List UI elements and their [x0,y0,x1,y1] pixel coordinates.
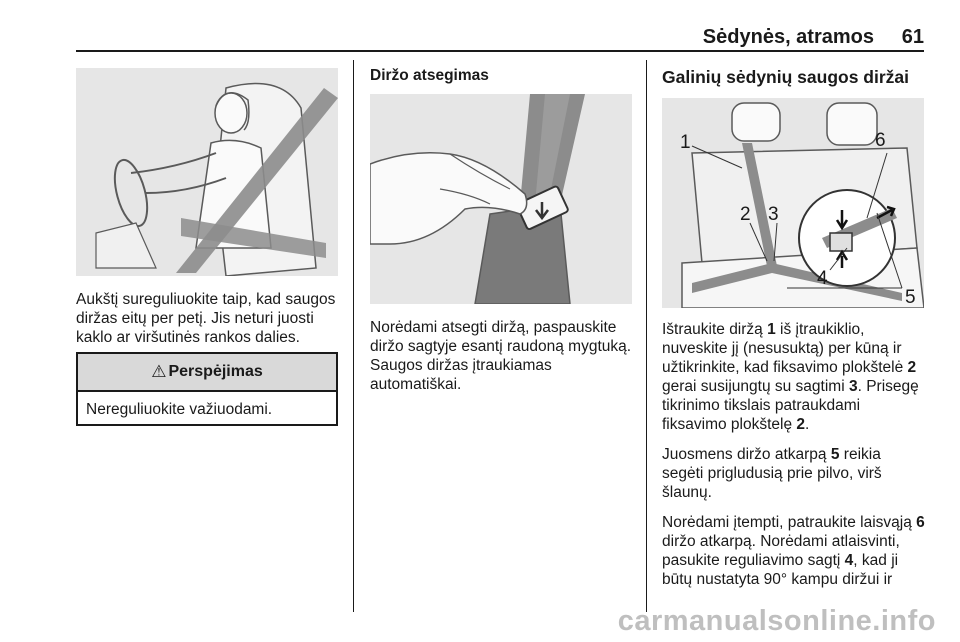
rear-belts-instructions [662,320,926,600]
callout-3: 3 [768,204,779,225]
warning-header [78,354,336,392]
column-divider-right [646,60,647,612]
rear-belts-heading: Galinių sėdynių saugos diržai [662,67,909,87]
callout-4: 4 [817,268,828,289]
instruction-paragraph-1: Ištraukite diržą 1 iš įtraukiklio, nuveskite jį (nesusuktą) per kūną ir užtikrinkite, kad fiksavimo plokštelė 2 gerai susijungtų su sagtimi 3. Prisegę tikrinimo tikslais patraukdami fiksavimo plokštelę 2. [662,321,919,433]
seat-belt-height-caption: Aukštį sureguliuokite taip, kad saugos diržas eitų per petį. Jis neturi juosti kaklo ar viršutinės rankos dalies. [76,291,336,346]
rear-seat-belt-diagram [662,98,924,308]
page-number: 61 [901,26,924,48]
instruction-paragraph-2: Juosmens diržo atkarpą 5 reikia segėti prigludusią prie pilvo, virš šlaunų. [662,446,882,501]
unbuckle-instructions: Norėdami atsegti diržą, paspauskite diržo sagtyje esantį raudoną mygtuką. Saugos diržas įtraukiamas automatiškai. [370,319,632,393]
callout-2: 2 [740,204,751,225]
callout-1: 1 [680,132,691,153]
warning-triangle-icon: ⚠ [151,362,167,381]
section-title: Sėdynės, atramos [702,26,874,48]
watermark: carmanualsonline.info [617,605,936,637]
column-divider-left [353,60,354,612]
warning-title: Perspėjimas [168,363,263,380]
page-header [76,26,924,48]
header-rule [76,50,924,52]
unbuckle-heading: Diržo atsegimas [370,67,489,84]
unbuckle-illustration [370,94,632,304]
callout-6: 6 [875,130,886,151]
warning-text: Nereguliuokite važiuodami. [86,401,273,418]
instruction-paragraph-3: Norėdami įtempti, patraukite laisvąją 6 diržo atkarpą. Norėdami atlaisvinti, pasukite reguliavimo sagtį 4, kad ji būtų nustatyta 90° kampu diržui ir [662,514,925,588]
callout-5: 5 [905,287,916,308]
driver-seat-belt-illustration [76,68,338,276]
warning-box [76,352,338,426]
